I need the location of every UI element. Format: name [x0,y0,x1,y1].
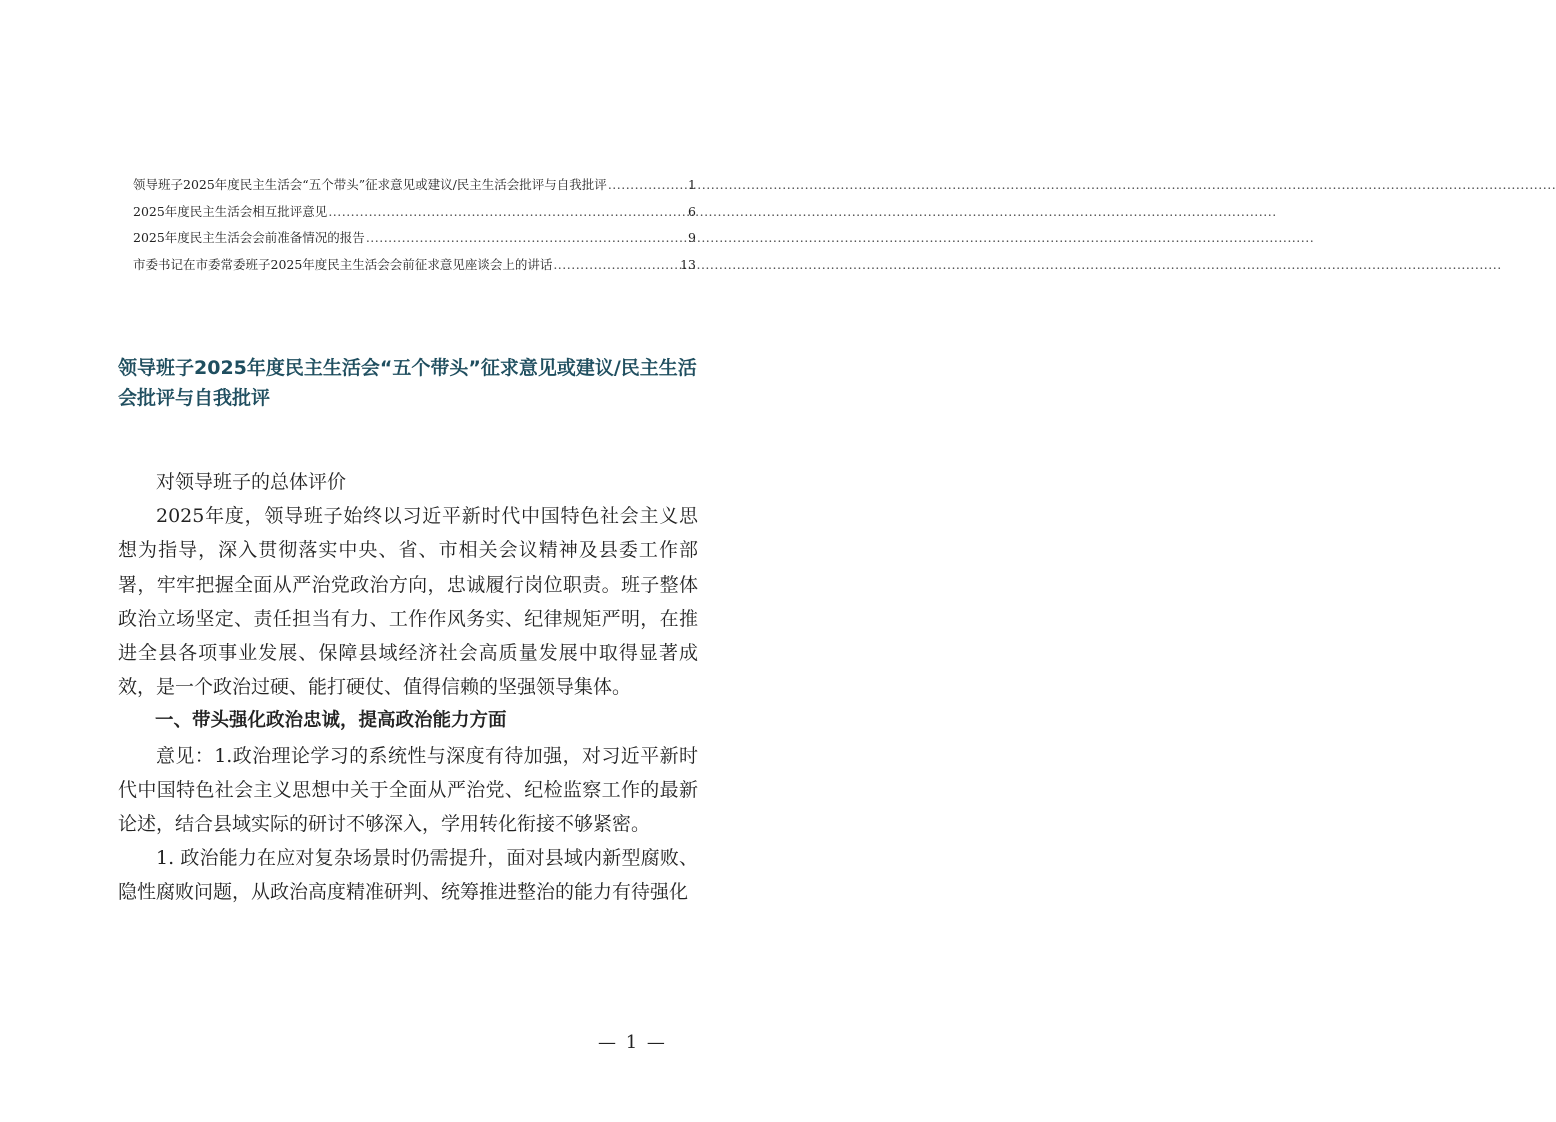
paragraph-opinion-theory-study: 意见：1.政治理论学习的系统性与深度有待加强，对习近平新时代中国特色社会主义思想中关于全面从严治党、纪检监察工作的最新论述，结合县域实际的研讨不够深入，学用转化衔接不够紧密。 [118,744,698,836]
toc-entry-title: 2025年度民主生活会会前准备情况的报告 [133,230,365,245]
toc-entry-page: 6 [688,203,696,219]
toc-entry[interactable] [133,174,696,201]
toc-entry[interactable] [133,254,696,281]
toc-entry-title: 市委书记在市委常委班子2025年度民主生活会会前征求意见座谈会上的讲话 [133,256,553,272]
toc-leader-dots [366,227,687,249]
subheading-overall-evaluation: 对领导班子的总体评价 [156,471,347,493]
toc-entry-page: 9 [688,230,696,245]
toc-leader-dots [608,174,687,196]
page-number: — 1 — [598,1032,667,1053]
section-heading-political-loyalty: 一、带头强化政治忠诚，提高政治能力方面 [155,710,507,732]
paragraph-overall-evaluation: 2025年度，领导班子始终以习近平新时代中国特色社会主义思想为指导，深入贯彻落实中央、省、市相关会议精神及县委工作部署，牢牢把握全面从严治党政治方向，忠诚履行岗位职责。班子整体政治立场坚定、责任担当有力、工作作风务实、纪律规矩严明，在推进全县各项事业发展、保障县域经济社会高质量发展中取得显著成效，是一个政治过硬、能打硬仗、值得信赖的坚强领导集体。 [118,505,698,699]
document-heading: 领导班子2025年度民主生活会“五个带头”征求意见或建议/民主生活会批评与自我批评 [118,357,697,409]
toc-entry-title: 2025年度民主生活会相互批评意见 [133,203,328,219]
document-body [118,465,698,910]
toc-entry[interactable] [133,201,696,228]
toc-entry-title: 领导班子2025年度民主生活会“五个带头”征求意见或建议/民主生活会批评与自我批评 [133,177,607,192]
toc-entry-page: 13 [680,256,696,272]
toc-leader-dots [328,201,687,223]
toc-entry-page: 1 [688,177,696,192]
table-of-contents [133,174,696,280]
toc-entry[interactable] [133,227,696,254]
toc-leader-dots [553,254,679,276]
paragraph-opinion-political-ability: 1. 政治能力在应对复杂场景时仍需提升，面对县域内新型腐败、隐性腐败问题，从政治高度精准研判、统筹推进整治的能力有待强化 [118,847,698,904]
